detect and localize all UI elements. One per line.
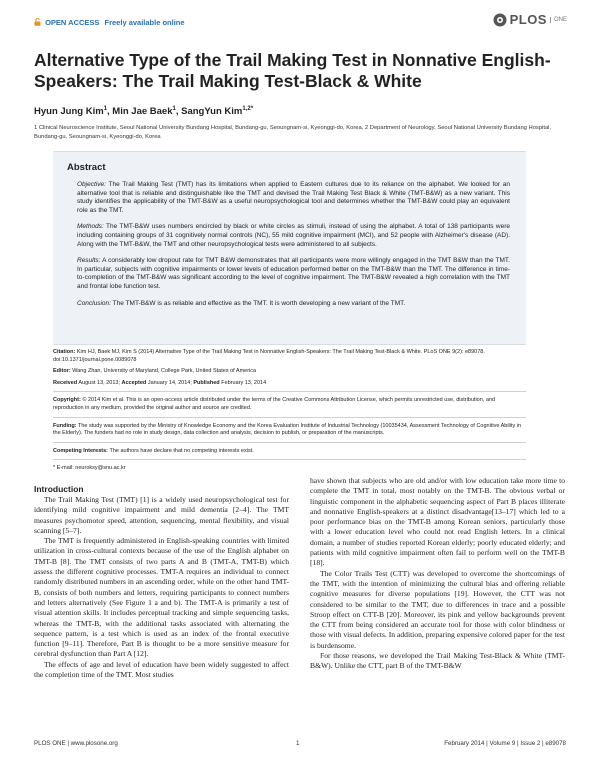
citation-label: Citation: bbox=[53, 349, 76, 355]
author-name: Hyun Jung Kim bbox=[34, 106, 104, 118]
competing-interests bbox=[53, 448, 526, 456]
plos-one-logo[interactable] bbox=[493, 12, 567, 27]
affiliations: 1 Clinical Neuroscience Institute, Seoul National University Bundang Hospital, Bundang-gu, Seoungnam-si, Kyeonggi-do, Korea, 2 Department of Neurology, Seoul National University Bundang Hospital, Bundang-gu, Seoungnam-si, Kyeonggi-do, Korea bbox=[34, 125, 552, 140]
footer-issue: February 2014 | Volume 9 | Issue 2 | e89078 bbox=[444, 740, 566, 747]
plos-logo-icon bbox=[493, 13, 507, 27]
freely-available-label: Freely available online bbox=[104, 18, 185, 27]
accepted-label: Accepted bbox=[121, 379, 147, 386]
methods-text: The TMT-B&W uses numbers encircled by black or white circles as stimuli, instead of using the alphabet. A total of 138 participants were including containing groups of 31 cognitively normal controls (NC), 55 mild cognitive impairment (MCI), and 52 people with Alzheimer's disease (AD). Along with the TMT-B&W, the TMT and other neuropsychological tests were administered to all subjects. bbox=[77, 223, 510, 248]
methods-label: Methods: bbox=[77, 223, 104, 231]
objective-text: The Trail Making Test (TMT) has its limitations when applied to Eastern cultures due to its reliance on the alphabet. We looked for an alternative tool that is reliable and distinguishable like the TMT and devised the Trail Making Test Black & White (TMT-B&W) as a new variant. This study identifies the applicability of the TMT-B&W as a useful neuropsychological tool and determines whether the TMT-B&W could play an equivalent role as the TMT. bbox=[77, 181, 510, 214]
conclusion-text: The TMT-B&W is as reliable and effective as the TMT. It is worth developing a new variant of the TMT. bbox=[112, 299, 406, 307]
body-column-left bbox=[34, 495, 289, 680]
divider bbox=[53, 442, 526, 443]
editor-label: Editor: bbox=[53, 368, 71, 375]
funding bbox=[53, 423, 526, 438]
journal-name: PLOS bbox=[509, 12, 547, 27]
body-column-right bbox=[310, 476, 565, 672]
paragraph: The effects of age and level of education have been widely suggested to affect the completion time of the TMT. Most studies bbox=[34, 659, 289, 680]
paragraph: The TMT is frequently administered in English-speaking countries with limited utilization in cross-cultural contexts because of the use of the English alphabet on TMT-B [8]. The TMT consists of two parts A and B (TMT-A, TMT-B) which assess the different cognitive processes. TMT-A requires an individual to connect randomly distributed numbers in an ascending order, while on the other hand TMT-B, consists of both numbers and letters, requiring participants to connect numbers and letters alternatively (See Figure 1 a and b). The TMT-A is primarily a test of visual attention skills. It includes perceptual tracking and simple sequencing tasks, whereas the TMT-B, with the additional tasks associated with alternating the sequence pattern, is a test which is used as an index of the frontal executive function [9–11]. Therefore, Part B is thought to be a more sensitive measure for cerebral dysfunction than Part A [12]. bbox=[34, 536, 289, 659]
paragraph: The Trail Making Test (TMT) [1] is a widely used neuropsychological test for identifying mild cognitive impairment and mild dementia [2–4]. The TMT measures psychomotor speed, attention, sequencing, mental flexibility, and visual scanning [5–7]. bbox=[34, 495, 289, 535]
section-heading-introduction: Introduction bbox=[34, 484, 84, 494]
author-name: Min Jae Baek bbox=[112, 106, 173, 118]
divider bbox=[53, 391, 526, 392]
editor bbox=[53, 368, 526, 376]
conclusion-label: Conclusion: bbox=[77, 299, 111, 307]
page-number: 1 bbox=[296, 740, 300, 747]
abstract-methods bbox=[77, 223, 510, 249]
open-access-label: OPEN ACCESS bbox=[45, 18, 100, 27]
competing-label: Competing Interests: bbox=[53, 447, 109, 454]
funding-label: Funding: bbox=[53, 422, 77, 429]
open-lock-icon bbox=[34, 18, 41, 26]
received-date: August 13, 2013; bbox=[78, 379, 120, 386]
funding-text: The study was supported by the Ministry of Knowledge Economy and the Korea Evaluation Institute of Industrial Technology (10035434, Assessment Technology of Cognitive Ability in the Elderly). The funders had no role in study design, data collection and analysis, decision to publish, or preparation of the manuscripts. bbox=[53, 422, 522, 437]
editor-text: Wang Zhan, University of Maryland, College Park, United States of America bbox=[72, 368, 257, 375]
accepted-date: January 14, 2014; bbox=[147, 379, 192, 386]
journal-suffix: ONE bbox=[550, 17, 567, 23]
results-text: A considerably low dropout rate for TMT B&W demonstrates that all participants were more willingly engaged in the TMT B&W than the TMT. In particular, subjects with cognitive impairments or lower levels of education performed better on the TMT-B&W than the TMT. The difference in time-to-completion of the TMT-B&W was significant according to the level of cognitive impairment. The TMT-B&W revealed a high correlation with the TMT and frontal lobe function test. bbox=[77, 257, 510, 290]
paragraph: have shown that subjects who are old and/or with low education take more time to complete the TMT in total, most notably on the TMT-B. The obvious verbal or linguistic component in the alphabetic sequencing aspect of Part B places illiterate and nonnative English-speakers at a distinct disadvantage[13–17] which led to a poor performance bias on the TMT-B among Korean seniors, particularly those with a lower education level who could not read English letters. In a clinical domain, a number of studies reported Korean elderly; poorly educated elderly; and patients with mild cognitive impairment often fail to perform well on the TMT-B [18]. bbox=[310, 476, 565, 568]
abstract-results bbox=[77, 257, 510, 291]
divider bbox=[53, 417, 526, 418]
divider bbox=[53, 459, 526, 460]
abstract-box bbox=[53, 151, 526, 345]
contact-email[interactable]: * E-mail: neuroksy@snu.ac.kr bbox=[53, 465, 126, 472]
copyright-label: Copyright: bbox=[53, 397, 81, 404]
results-label: Results: bbox=[77, 257, 101, 265]
citation-text: Kim HJ, Baek MJ, Kim S (2014) Alternative Type of the Trail Making Test in Nonnative English-Speakers: The Trail Making Test-Black & White. PLoS ONE 9(2): e89078. doi:10.1371/journal.pone.0089078 bbox=[53, 349, 485, 363]
dates bbox=[53, 380, 526, 388]
received-label: Received bbox=[53, 379, 78, 386]
published-date: February 13, 2014 bbox=[221, 379, 267, 386]
author-list: Hyun Jung Kim$^1$, Min Jae Baek$^1$, SangYun Kim$^{1,2*}$ bbox=[34, 106, 254, 118]
footer-journal: PLOS ONE | www.plosone.org bbox=[34, 740, 118, 747]
copyright-text: © 2014 Kim et al. This is an open-access article distributed under the terms of the Creative Commons Attribution License, which permits unrestricted use, distribution, and reproduction in any medium, provided the original author and source are credited. bbox=[53, 397, 496, 411]
paragraph: The Color Trails Test (CTT) was developed to overcome the shortcomings of the TMT, with the intention of minimizing the cultural bias and offering reliable cognitive measures for diverse populations [19]. However, the CTT was not considered to be similar to the TMT, due to differences in trace and a possible Stroop effect on CTT-B [20]. Moreover, its pink and yellow backgrounds prevent the CTT from being considered an accurate tool for those with color blindness or those with visual defects. In addition, preparing expensive colored paper for the test is burdensome. bbox=[310, 568, 565, 650]
competing-text: The authors have declare that no competing interests exist. bbox=[109, 447, 254, 454]
abstract-objective bbox=[77, 181, 510, 215]
paragraph: For those reasons, we developed the Trail Making Test-Black & White (TMT-B&W). Unlike the CTT, part B of the TMT-B&W bbox=[310, 651, 565, 671]
open-access-line bbox=[34, 18, 185, 27]
abstract-conclusion bbox=[77, 300, 510, 309]
article-title: Alternative Type of the Trail Making Test in Nonnative English-Speakers: The Trail Making Test-Black & White bbox=[34, 50, 551, 91]
article-metadata bbox=[53, 349, 526, 477]
author-name: SangYun Kim bbox=[181, 106, 243, 118]
author-affiliation-marker: 1 bbox=[172, 106, 176, 112]
objective-label: Objective: bbox=[77, 181, 106, 188]
author-affiliation-marker: 1 bbox=[103, 106, 108, 112]
citation bbox=[53, 349, 526, 364]
abstract-heading: Abstract bbox=[67, 162, 106, 173]
author-affiliation-marker: 1,2* bbox=[242, 106, 254, 112]
published-label: Published bbox=[193, 379, 220, 386]
copyright bbox=[53, 397, 526, 412]
